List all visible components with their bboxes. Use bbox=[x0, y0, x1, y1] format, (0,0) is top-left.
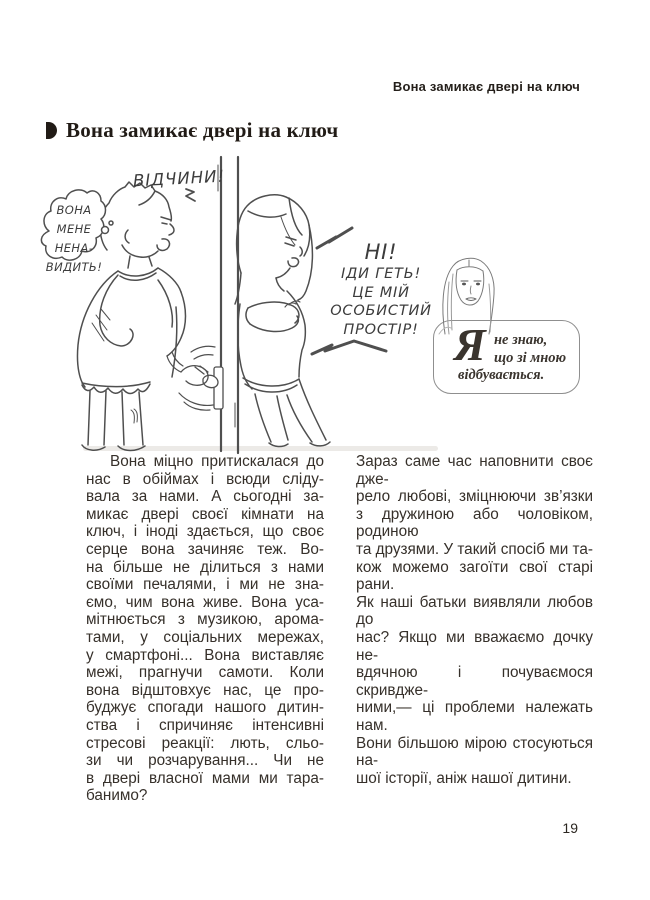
quote-text: не знаю, що зі мною відбувається. bbox=[458, 332, 567, 383]
girl-figure bbox=[235, 195, 330, 447]
knock-shout-text: ВІДЧИНИ! bbox=[132, 166, 226, 191]
thought-bubble-text: ВОНА МЕНЕ НЕНА- ВИДИТЬ! bbox=[45, 203, 103, 274]
door-handle bbox=[203, 367, 223, 409]
page-number: 19 bbox=[562, 820, 578, 836]
section-title bbox=[46, 118, 338, 143]
quote-dropcap: Я bbox=[454, 319, 486, 370]
daughter-portrait bbox=[437, 252, 501, 338]
body-left-column: Вона міцно притискалася до нас в обіймах і всюди сліду- вала за нами. А сьогодні за- микає двері своєї кімнати на ключ, і іноді здається, що своє серце вона зачиняє теж. Во- на більше не ділиться з нами своїми печалями, і ми не зна- ємо, чим вона живе. Вона уса- мітнюється з музикою, арома- тами, у соціальних мережах, у смартфоні... Вона виставляє межі, прагнучи самоти. Коли вона відштовхує нас, це про- буджує спогади нашого дитин- ства і спричиняє інтенсивні стресові реакції: лють, сльо- зи чи розчарування... Чи не в двері власної мами ми тара- банимо? bbox=[86, 453, 324, 805]
running-head: Вона замикає двері на ключ bbox=[392, 79, 580, 94]
section-title-text: Вона замикає двері на ключ bbox=[66, 118, 339, 142]
comic-illustration bbox=[35, 155, 455, 455]
bullet-marker-icon bbox=[46, 122, 57, 139]
girl-shout-text: НІ! ІДИ ГЕТЬ! ЦЕ МІЙ ОСОБИСТИЙ ПРОСТІР! bbox=[330, 240, 432, 338]
body-right-column: Зараз саме час наповнити своє дже- рело любові, зміцнюючи зв’язки з дружиною або чоловіком, родиною та друзями. У такий спосіб ми та- кож можемо загоїти свої старі рани. Як наші батьки виявляли любов до нас? Якщо ми вважаємо дочку не- вдячною і почуваємося скривдже- ними,— ці проблеми належать нам. Вони більшою мірою стосуються на- шої історії, аніж нашої дитини. bbox=[356, 453, 593, 787]
